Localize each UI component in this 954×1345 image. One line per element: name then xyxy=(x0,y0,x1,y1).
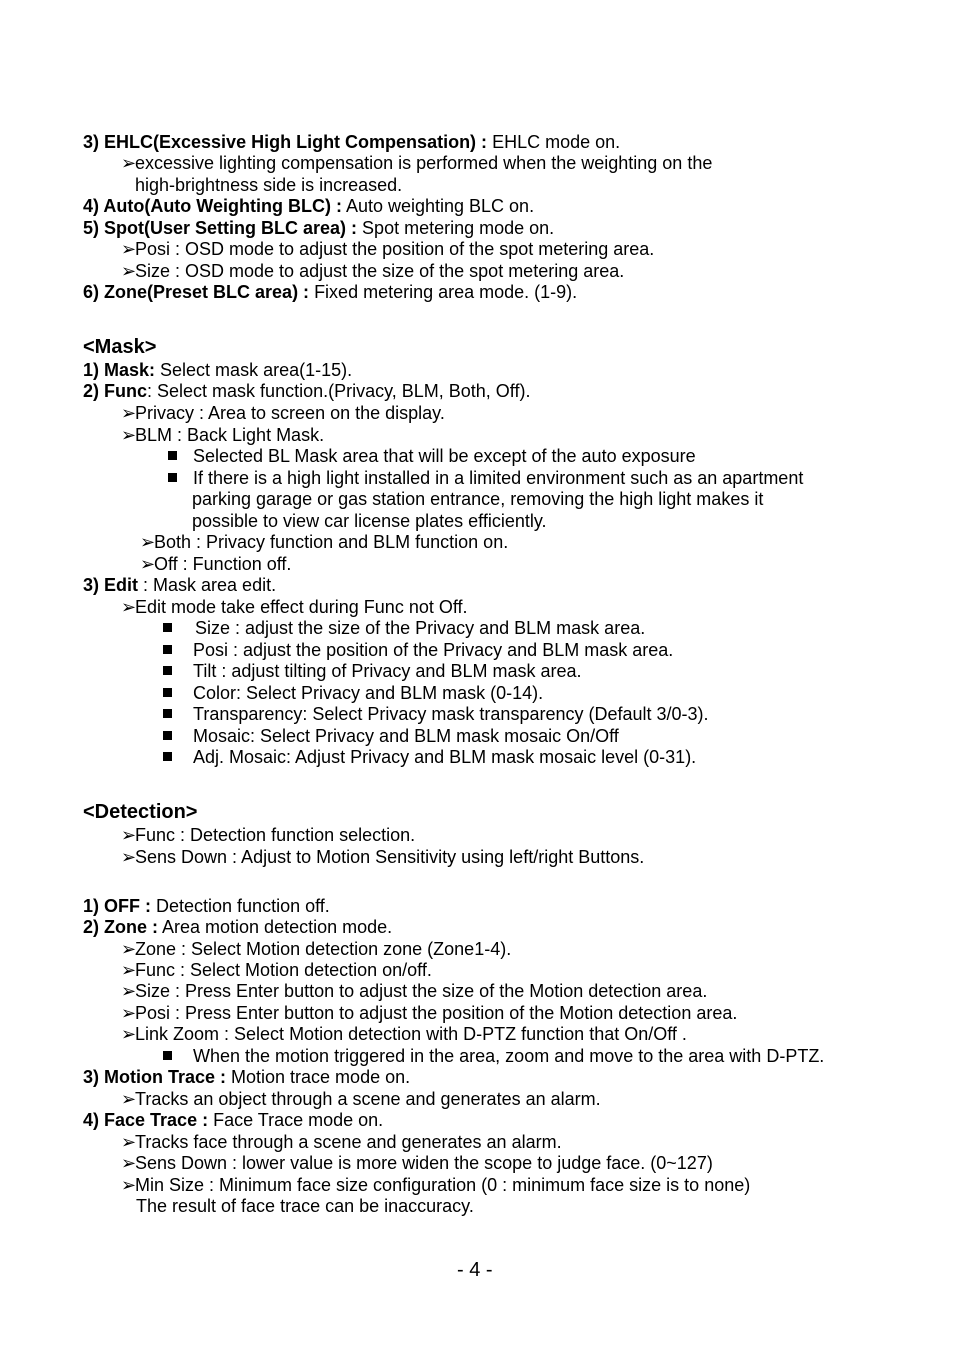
mask-item-1-text: Select mask area(1-15). xyxy=(155,360,353,380)
arrow-bullet-icon: ➢ xyxy=(121,847,137,867)
detection-item-2-label: 2) Zone : xyxy=(83,917,158,937)
square-bullet-icon xyxy=(163,1051,172,1060)
edit-bullet: Color: Select Privacy and BLM mask (0-14). xyxy=(193,683,544,703)
arrow-bullet-icon: ➢ xyxy=(121,1003,137,1023)
arrow-bullet-icon: ➢ xyxy=(121,1089,137,1109)
square-bullet-icon xyxy=(168,451,177,460)
mask-item-3 xyxy=(83,575,276,596)
face-sub-text: Tracks face through a scene and generates an alarm. xyxy=(135,1132,562,1152)
arrow-bullet-icon: ➢ xyxy=(121,403,137,423)
detection-item-4 xyxy=(83,1110,383,1131)
edit-note-line xyxy=(121,597,468,618)
detection-item-3-label: 3) Motion Trace : xyxy=(83,1067,227,1087)
arrow-bullet-icon: ➢ xyxy=(121,597,137,617)
detection-item-3-text: Motion trace mode on. xyxy=(226,1067,411,1087)
arrow-bullet-icon: ➢ xyxy=(121,1132,137,1152)
zone-sub-line xyxy=(121,960,432,981)
detection-sens-line xyxy=(121,847,644,868)
mask-item-2-text: : Select mask function.(Privacy, BLM, Both, Off). xyxy=(147,381,531,401)
detection-sens-text: Sens Down : Adjust to Motion Sensitivity using left/right Buttons. xyxy=(135,847,645,867)
square-bullet-icon xyxy=(163,731,172,740)
off-text: Off : Function off. xyxy=(154,554,292,574)
detection-item-3 xyxy=(83,1067,410,1088)
square-bullet-icon xyxy=(168,473,177,482)
zone-text: Fixed metering area mode. (1-9). xyxy=(309,282,578,302)
face-sub-line xyxy=(121,1175,750,1196)
motion-sub-text: Tracks an object through a scene and generates an alarm. xyxy=(135,1089,601,1109)
mask-item-2-label: 2) Func xyxy=(83,381,148,401)
detection-item-2-text: Area motion detection mode. xyxy=(158,917,393,937)
face-sub-text: Sens Down : lower value is more widen the scope to judge face. (0~127) xyxy=(135,1153,713,1173)
both-text: Both : Privacy function and BLM function on. xyxy=(154,532,509,552)
spot-size-line xyxy=(121,261,624,282)
motion-sub-line xyxy=(121,1089,601,1110)
arrow-bullet-icon: ➢ xyxy=(121,261,137,281)
detection-item-4-text: Face Trace mode on. xyxy=(208,1110,384,1130)
square-bullet-icon xyxy=(163,688,172,697)
edit-bullet: Tilt : adjust tilting of Privacy and BLM mask area. xyxy=(193,661,582,681)
mask-item-3-text: : Mask area edit. xyxy=(138,575,277,595)
zone-sub-text: Link Zoom : Select Motion detection with D-PTZ function that On/Off . xyxy=(135,1024,687,1044)
face-sub-line xyxy=(121,1153,713,1174)
auto-label: 4) Auto(Auto Weighting BLC) : xyxy=(83,196,342,216)
square-bullet-icon xyxy=(163,709,172,718)
edit-note-text: Edit mode take effect during Func not Off. xyxy=(135,597,468,617)
square-bullet-icon xyxy=(163,752,172,761)
edit-bullet: Mosaic: Select Privacy and BLM mask mosaic On/Off xyxy=(193,726,619,746)
detection-item-4-label: 4) Face Trace : xyxy=(83,1110,209,1130)
face-note: The result of face trace can be inaccuracy. xyxy=(136,1196,474,1216)
spot-size-text: Size : OSD mode to adjust the size of the spot metering area. xyxy=(135,261,625,281)
page-number: - 4 - xyxy=(457,1259,493,1281)
face-sub-text: Min Size : Minimum face size configuration (0 : minimum face size is to none) xyxy=(135,1175,751,1195)
arrow-bullet-icon: ➢ xyxy=(121,960,137,980)
auto-text: Auto weighting BLC on. xyxy=(341,196,535,216)
detection-item-1 xyxy=(83,896,330,917)
zone-sub-text: Posi : Press Enter button to adjust the position of the Motion detection area. xyxy=(135,1003,738,1023)
arrow-bullet-icon: ➢ xyxy=(121,825,137,845)
arrow-bullet-icon: ➢ xyxy=(121,425,137,445)
ehlc-label: 3) EHLC(Excessive High Light Compensation) : xyxy=(83,132,488,152)
edit-bullet: Adj. Mosaic: Adjust Privacy and BLM mask mosaic level (0-31). xyxy=(193,747,697,767)
zone-sub-line xyxy=(121,981,707,1002)
square-bullet-icon xyxy=(163,645,172,654)
zone-label: 6) Zone(Preset BLC area) : xyxy=(83,282,310,302)
square-bullet-icon xyxy=(163,666,172,675)
detection-item-1-text: Detection function off. xyxy=(151,896,330,916)
detection-func-line xyxy=(121,825,415,846)
blm-text: BLM : Back Light Mask. xyxy=(135,425,325,445)
ehlc-text: EHLC mode on. xyxy=(487,132,621,152)
spot-label: 5) Spot(User Setting BLC area) : xyxy=(83,218,358,238)
detection-item-2 xyxy=(83,917,392,938)
blm-bullet-2-line-1: If there is a high light installed in a limited environment such as an apartment xyxy=(193,468,804,488)
ehlc-sub-continuation: high-brightness side is increased. xyxy=(135,175,403,195)
auto-item xyxy=(83,196,534,217)
mask-item-3-label: 3) Edit xyxy=(83,575,139,595)
ehlc-sub-line xyxy=(121,153,712,174)
arrow-bullet-icon: ➢ xyxy=(121,1175,137,1195)
arrow-bullet-icon: ➢ xyxy=(121,239,137,259)
edit-bullet: Size : adjust the size of the Privacy and BLM mask area. xyxy=(195,618,646,638)
detection-heading: <Detection> xyxy=(83,801,198,823)
mask-heading: <Mask> xyxy=(83,336,157,358)
mask-item-1-label: 1) Mask: xyxy=(83,360,156,380)
zone-sub-line xyxy=(121,1003,737,1024)
blm-bullet-1: Selected BL Mask area that will be except of the auto exposure xyxy=(193,446,696,466)
detection-func-text: Func : Detection function selection. xyxy=(135,825,416,845)
blm-bullet-2-line-3: possible to view car license plates efficiently. xyxy=(192,511,547,531)
mask-item-1 xyxy=(83,360,352,381)
privacy-text: Privacy : Area to screen on the display. xyxy=(135,403,445,423)
spot-item xyxy=(83,218,554,239)
spot-posi-text: Posi : OSD mode to adjust the position of the spot metering area. xyxy=(135,239,655,259)
zone-sub-text: Size : Press Enter button to adjust the size of the Motion detection area. xyxy=(135,981,708,1001)
ehlc-sub-text: excessive lighting compensation is performed when the weighting on the xyxy=(135,153,713,173)
privacy-line xyxy=(121,403,445,424)
zone-sub-text: Zone : Select Motion detection zone (Zone1-4). xyxy=(135,939,512,959)
ehlc-item xyxy=(83,132,620,153)
blm-bullet-2-line-2: parking garage or gas station entrance, removing the high light makes it xyxy=(192,489,764,509)
arrow-bullet-icon: ➢ xyxy=(121,153,137,173)
zone-sub-line xyxy=(121,1024,687,1045)
arrow-bullet-icon: ➢ xyxy=(121,981,137,1001)
face-sub-line xyxy=(121,1132,562,1153)
link-zoom-bullet: When the motion triggered in the area, zoom and move to the area with D-PTZ. xyxy=(193,1046,825,1066)
edit-bullet: Posi : adjust the position of the Privacy and BLM mask area. xyxy=(193,640,674,660)
both-line xyxy=(140,532,508,553)
off-line xyxy=(140,554,291,575)
edit-bullet: Transparency: Select Privacy mask transparency (Default 3/0-3). xyxy=(193,704,709,724)
arrow-bullet-icon: ➢ xyxy=(140,532,156,552)
zone-item xyxy=(83,282,577,303)
arrow-bullet-icon: ➢ xyxy=(121,1024,137,1044)
zone-sub-line xyxy=(121,939,511,960)
mask-item-2 xyxy=(83,381,530,402)
arrow-bullet-icon: ➢ xyxy=(121,939,137,959)
square-bullet-icon xyxy=(163,623,172,632)
zone-sub-text: Func : Select Motion detection on/off. xyxy=(135,960,432,980)
spot-text: Spot metering mode on. xyxy=(357,218,555,238)
arrow-bullet-icon: ➢ xyxy=(121,1153,137,1173)
spot-posi-line xyxy=(121,239,654,260)
detection-item-1-label: 1) OFF : xyxy=(83,896,151,916)
arrow-bullet-icon: ➢ xyxy=(140,554,156,574)
blm-line xyxy=(121,425,324,446)
